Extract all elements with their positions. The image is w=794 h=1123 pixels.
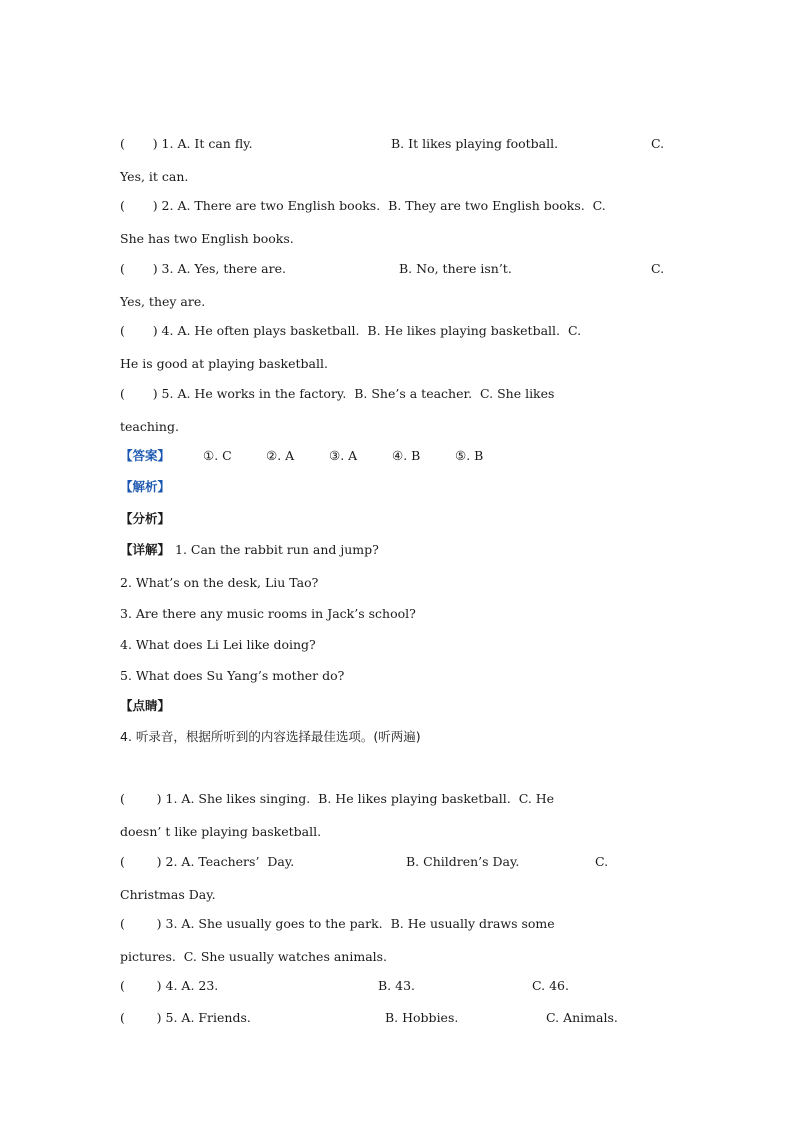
detail-line-2: 2. What’s on the desk, Liu Tao? (120, 575, 319, 590)
s4-question-2-option-a: ( ) 2. A. Teachers’ Day. (120, 854, 295, 869)
analysis-tag: 【解析】 (120, 479, 171, 494)
answer-tag: 【答案】 (120, 448, 171, 463)
s4-question-5-option-b: B. Hobbies. (385, 1010, 459, 1025)
answer-3: ③. A (329, 448, 358, 463)
question-4-option-c: He is good at playing basketball. (120, 356, 328, 371)
question-4-options: ( ) 4. A. He often plays basketball. B. He likes playing basketball. C. (120, 323, 582, 338)
question-3-option-c-label: C. (651, 261, 665, 276)
question-1-option-c-label: C. (651, 136, 665, 151)
question-3-option-c: Yes, they are. (120, 294, 206, 309)
s4-question-1-option-c: doesn’ t like playing basketball. (120, 824, 322, 839)
answer-2: ②. A (266, 448, 295, 463)
s4-question-4-option-b: B. 43. (378, 978, 416, 993)
answer-5: ⑤. B (455, 448, 484, 463)
s4-question-4-option-a: ( ) 4. A. 23. (120, 978, 219, 993)
s4-question-1-options: ( ) 1. A. She likes singing. B. He likes playing basketball. C. He (120, 791, 555, 806)
s4-question-3-options: ( ) 3. A. She usually goes to the park. B. He usually draws some (120, 916, 555, 931)
s4-question-4-option-c: C. 46. (532, 978, 569, 993)
question-2-options: ( ) 2. A. There are two English books. B. They are two English books. C. (120, 198, 606, 213)
s4-question-5-option-a: ( ) 5. A. Friends. (120, 1010, 251, 1025)
question-5-option-c: teaching. (120, 419, 179, 434)
detail-line-3: 3. Are there any music rooms in Jack’s school? (120, 606, 416, 621)
detail-line-1: 1. Can the rabbit run and jump? (175, 542, 379, 557)
detail-line-4: 4. What does Li Lei like doing? (120, 637, 316, 652)
question-3-option-a: ( ) 3. A. Yes, there are. (120, 261, 286, 276)
question-1-option-c: Yes, it can. (120, 169, 189, 184)
answer-4: ④. B (392, 448, 421, 463)
s4-question-2-option-b: B. Children’s Day. (406, 854, 520, 869)
section-4-heading: 4. 听录音，根据所听到的内容选择最佳选项。(听两遍) (120, 729, 421, 744)
answer-1: ①. C (203, 448, 232, 463)
s4-question-2-option-c: Christmas Day. (120, 887, 216, 902)
dianjing-tag: 【点睛】 (120, 698, 171, 713)
question-2-option-c: She has two English books. (120, 231, 294, 246)
s4-question-2-option-c-label: C. (595, 854, 609, 869)
question-3-option-b: B. No, there isn’t. (399, 261, 512, 276)
question-1-option-a: ( ) 1. A. It can fly. (120, 136, 253, 151)
s4-question-3-option-c: pictures. C. She usually watches animals. (120, 949, 388, 964)
fenxi-tag: 【分析】 (120, 511, 171, 526)
question-5-options: ( ) 5. A. He works in the factory. B. She’s a teacher. C. She likes (120, 386, 555, 401)
s4-question-5-option-c: C. Animals. (546, 1010, 618, 1025)
detail-line-5: 5. What does Su Yang’s mother do? (120, 668, 345, 683)
detail-tag: 【详解】 (120, 542, 171, 557)
question-1-option-b: B. It likes playing football. (391, 136, 559, 151)
